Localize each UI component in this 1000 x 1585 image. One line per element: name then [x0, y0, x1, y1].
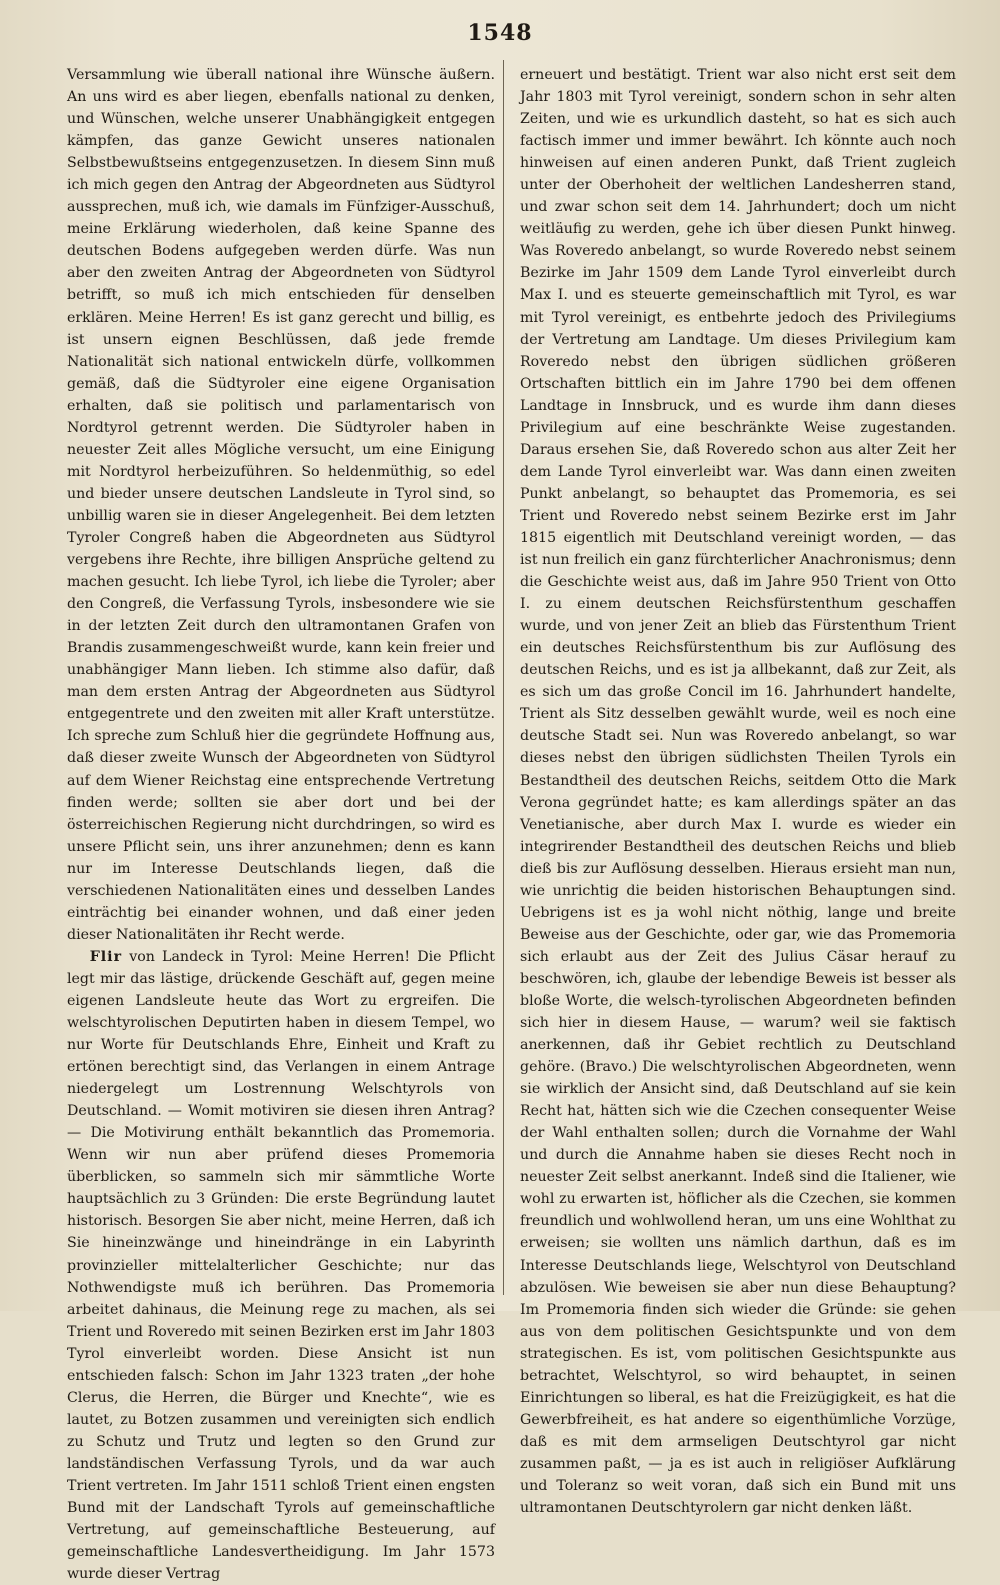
page-number: 1548: [467, 20, 533, 46]
left-paragraph-1: Versammlung wie überall national ihre Wünsche äußern. An uns wird es aber liegen, ebenfalls national zu denken, und Wünschen, welche unserer Unabhängigkeit entgegen kämpfen, das ganze Gewicht unseres nationalen Selbstbewußtseins entgegenzusetzen. In diesem Sinn muß ich mich gegen den Antrag der Abgeordneten aus Südtyrol aussprechen, muß ich, wie damals im Fünfziger-Ausschuß, meine Erklärung wiederholen, daß keine Spanne des deutschen Bodens aufgegeben werden dürfe. Was nun aber den zweiten Antrag der Abgeordneten von Südtyrol betrifft, so muß ich mich entschieden für denselben erklären. Meine Herren! Es ist ganz gerecht und billig, es ist unsern eignen Beschlüssen, daß jede fremde Nationalität sich national entwickeln dürfe, vollkommen gemäß, daß die Südtyroler eine eigene Organisation erhalten, daß sie politisch und parlamentarisch von Nordtyrol getrennt werden. Die Südtyroler haben in neuester Zeit alles Mögliche versucht, um eine Einigung mit Nordtyrol herbeizuführen. So heldenmüthig, so edel und bieder unsere deutschen Landsleute in Tyrol sind, so unbillig waren sie in dieser Angelegenheit. Bei dem letzten Tyroler Congreß haben die Abgeordneten aus Südtyrol vergebens ihre Rechte, ihre billigen Ansprüche geltend zu machen gesucht. Ich liebe Tyrol, ich liebe die Tyroler; aber den Congreß, die Verfassung Tyrols, insbesondere wie sie in der letzten Zeit durch den ultramontanen Grafen von Brandis zusammengeschweißt wurde, kann kein freier und unabhängiger Mann lieben. Ich stimme also dafür, daß man dem ersten Antrag der Abgeordneten aus Südtyrol entgegentrete und den zweiten mit aller Kraft unterstütze. Ich spreche zum Schluß hier die gegründete Hoffnung aus, daß dieser zweite Wunsch der Abgeordneten von Südtyrol auf dem Wiener Reichstag eine entsprechende Vertretung finden werde; sollten sie aber dort und bei der österreichischen Regierung nicht durchdringen, so wird es unsere Pflicht sein, uns ihrer anzunehmen; denn es kann nur im Interesse Deutschlands liegen, daß die verschiedenen Nationalitäten eines und desselben Landes einträchtig bei einander wohnen, und daß einer jeden dieser Nationalitäten ihr Recht werde.: [67, 67, 495, 943]
column-divider: [503, 60, 504, 1295]
speaker-name: Flir: [89, 948, 123, 965]
right-paragraph: erneuert und bestätigt. Trient war also nicht erst seit dem Jahr 1803 mit Tyrol vereinigt, sondern schon in sehr alten Zeiten, und wie es urkundlich dasteht, so hat es sich auch factisch immer und immer bewährt. Ich könnte auch noch hinweisen auf einen anderen Punkt, daß Trient zugleich unter der Oberhoheit der weltlichen Landesherren stand, und zwar schon seit dem 14. Jahrhundert; doch um nicht weitläufig zu werden, gehe ich über diesen Punkt hinweg. Was Roveredo anbelangt, so wurde Roveredo nebst seinem Bezirke im Jahr 1509 dem Lande Tyrol einverleibt durch Max I. und es steuerte gemeinschaftlich mit Tyrol, es war mit Tyrol vereinigt, es entbehrte jedoch des Privilegiums der Vertretung am Landtage. Um dieses Privilegium kam Roveredo nebst den übrigen südlichen größeren Ortschaften bittlich ein im Jahre 1790 bei dem offenen Landtage in Innsbruck, und es wurde ihm dann dieses Privilegium auf eine beschränkte Weise zugestanden. Daraus ersehen Sie, daß Roveredo schon aus alter Zeit her dem Lande Tyrol einverleibt war. Was dann einen zweiten Punkt anbelangt, so behauptet das Promemoria, es sei Trient und Roveredo nebst seinem Bezirke erst im Jahr 1815 eigentlich mit Deutschland vereinigt worden, — das ist nun freilich ein ganz fürchterlicher Anachronismus; denn die Geschichte weist aus, daß im Jahre 950 Trient von Otto I. zu einem deutschen Reichsfürstenthum geschaffen wurde, und von jener Zeit an blieb das Fürstenthum Trient ein deutsches Reichsfürstenthum bis zur Auflösung des deutschen Reichs, und es ist ja allbekannt, daß zur Zeit, als es sich um das große Concil im 16. Jahrhundert handelte, Trient als Sitz desselben gewählt wurde, weil es noch eine deutsche Stadt sei. Nun was Roveredo anbelangt, so war dieses nebst den übrigen südlichsten Theilen Tyrols ein Bestandtheil des deutschen Reichs, seitdem Otto die Mark Verona gegründet hatte; es kam allerdings später an das Venetianische, aber durch Max I. wurde es wieder ein integrirender Bestandtheil des deutschen Reichs und blieb dieß bis zur Auflösung desselben. Hieraus ersieht man nun, wie unrichtig die beiden historischen Behauptungen sind. Uebrigens ist es ja wohl nicht nöthig, lange und breite Beweise aus der Geschichte, oder gar, wie das Promemoria sich erlaubt aus der Zeit des Julius Cäsar herauf zu beschwören, ich, glaube der lebendige Beweis ist besser als bloße Worte, die welsch-tyrolischen Abgeordneten befinden sich hier in diesem Hause, — warum? weil sie faktisch anerkennen, daß ihr Gebiet rechtlich zu Deutschland gehöre. (Bravo.) Die welschtyrolischen Abgeordneten, wenn sie wirklich der Ansicht sind, daß Deutschland auf sie kein Recht hat, hätten sich wie die Czechen consequenter Weise der Wahl enthalten sollen; durch die Vornahme der Wahl und durch die Annahme haben sie dieses Recht noch in neuester Zeit selbst anerkannt. Indeß sind die Italiener, wie wohl zu erwarten ist, höflicher als die Czechen, sie kommen freundlich und wohlwollend heran, um uns eine Wohlthat zu erweisen; sie wollten uns nämlich darthun, daß es im Interesse Deutschlands liege, Welschtyrol von Deutschland abzulösen. Wie beweisen sie aber nun diese Behauptung? Im Promemoria finden sich wieder die Gründe: sie gehen aus von dem politischen Gesichtspunkte und von dem strategischen. Es ist, vom politischen Gesichtspunkte aus betrachtet, Welschtyrol, so wird behauptet, in seinen Einrichtungen so liberal, es hat die Freizügigkeit, es hat die Gewerbfreiheit, es hat andere so eigenthümliche Vorzüge, daß es mit dem armseligen Deutschtyrol gar nicht zusammen paßt, — ja es ist auch in religiöser Aufklärung und Toleranz so weit voran, daß sich ein Bund mit uns ultramontanen Deutschtyrolern gar nicht denken läßt.: [520, 67, 956, 1517]
right-column: [520, 64, 956, 1517]
left-paragraph-2: [67, 946, 495, 1585]
speech-text: von Landeck in Tyrol: Meine Herren! Die Pflicht legt mir das lästige, drückende Geschäft auf, gegen meine eigenen Landsleute heute das Wort zu ergreifen. Die welschtyrolischen Deputirten haben in diesem Tempel, wo nur Worte für Deutschlands Ehre, Einheit und Kraft zu ertönen berechtigt sind, das Verlangen in einem Antrage niedergelegt um Lostrennung Welschtyrols von Deutschland. — Womit motiviren sie diesen ihren Antrag? — Die Motivirung enthält bekanntlich das Promemoria. Wenn wir nun aber prüfend dieses Promemoria überblicken, so sammeln sich mir sämmtliche Worte hauptsächlich zu 3 Gründen: Die erste Begründung lautet historisch. Besorgen Sie aber nicht, meine Herren, daß ich Sie hineinzwänge und hineindränge in ein Labyrinth provinzieller mittelalterlicher Geschichte; nur das Nothwendigste muß ich berühren. Das Promemoria arbeitet dahinaus, die Meinung rege zu machen, als sei Trient und Roveredo mit seinen Bezirken erst im Jahr 1803 Tyrol einverleibt worden. Diese Ansicht ist nun entschieden falsch: Schon im Jahr 1323 traten „der hohe Clerus, die Herren, die Bürger und Knechte“, wie es lautet, zu Botzen zusammen und vereinigten sich endlich zu Schutz und Trutz und legten so den Grund zur landständischen Verfassung Tyrols, und da war auch Trient vertreten. Im Jahr 1511 schloß Trient einen engsten Bund mit der Landschaft Tyrols auf gemeinschaftliche Vertretung, auf gemeinschaftliche Besteuerung, auf gemeinschaftliche Landesvertheidigung. Im Jahr 1573 wurde dieser Vertrag: [67, 948, 495, 1583]
left-column: [67, 64, 495, 1583]
